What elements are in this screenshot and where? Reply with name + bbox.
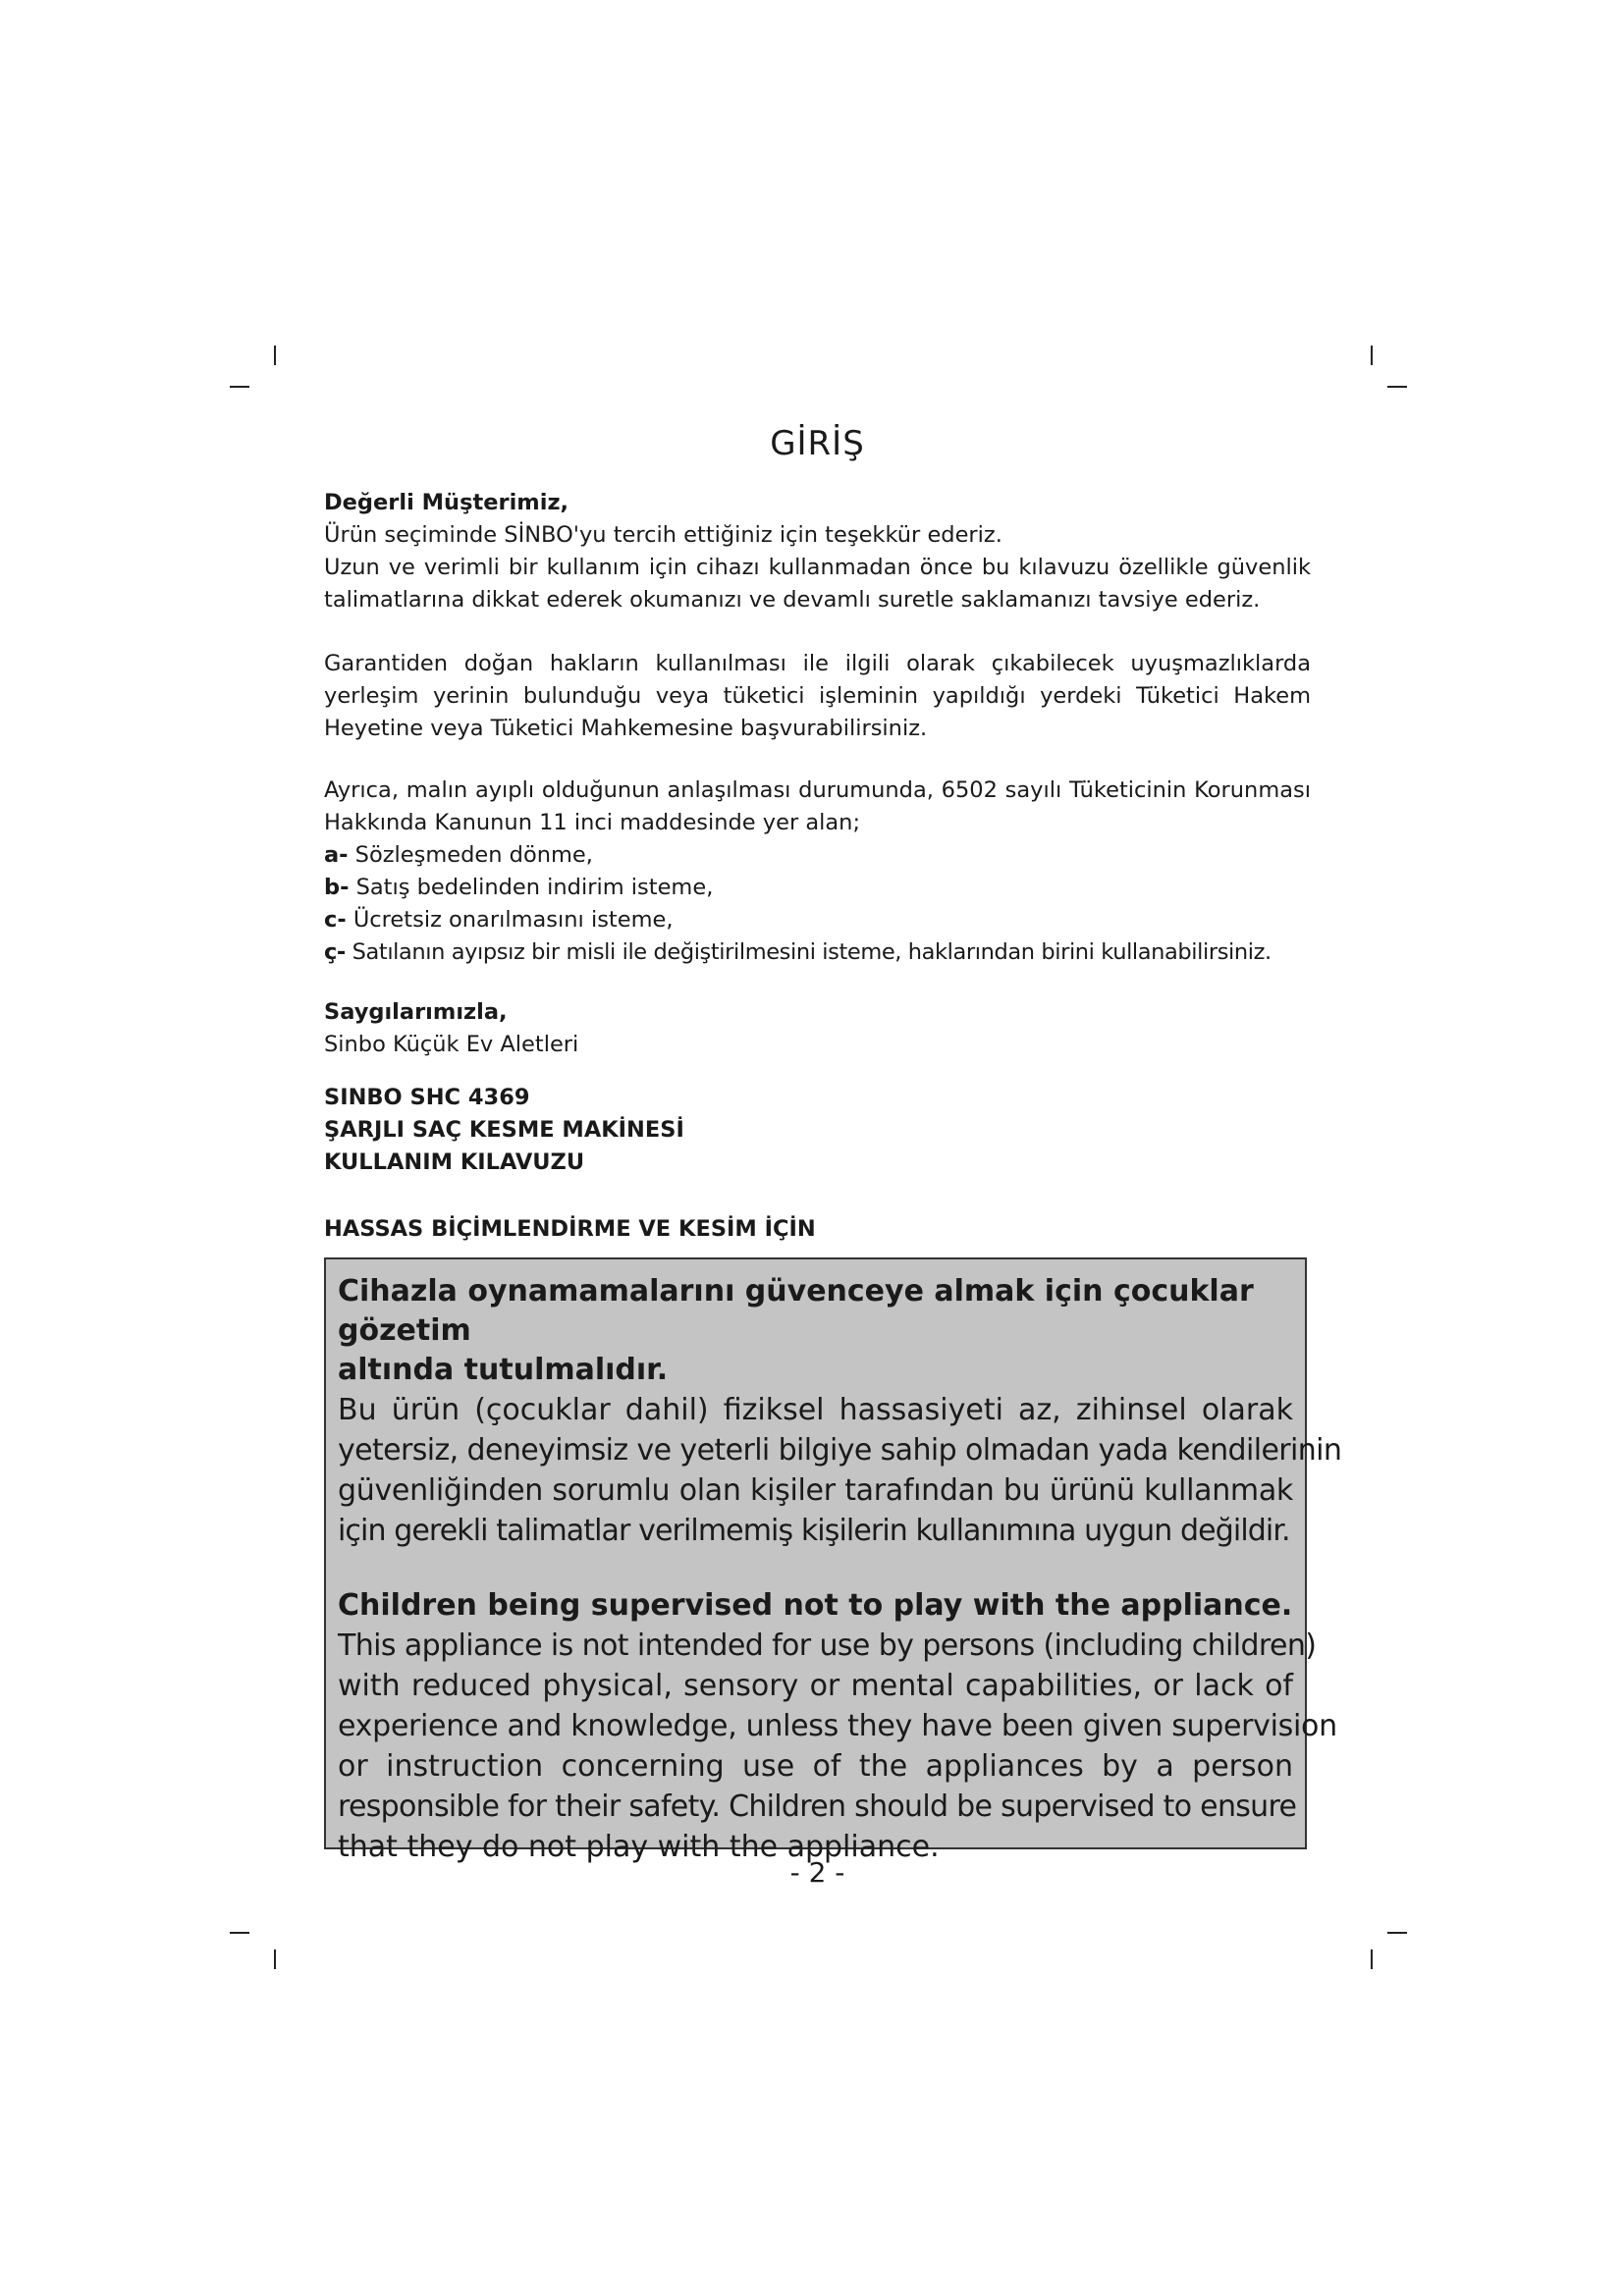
rights-item-text: Satılanın ayıpsız bir misli ile değiştirilmesini isteme, haklarından birini kullanabilirsiniz. [345,939,1272,965]
warranty-paragraph [324,648,1311,745]
warning-heading-tr: altında tutulmalıdır. [338,1353,669,1387]
rights-item [324,839,1311,872]
closing-block [324,996,1311,1061]
intro-paragraph [324,487,1311,616]
product-line: SINBO SHC 4369 [324,1085,530,1110]
section-heading: HASSAS BİÇİMLENDİRME VE KESİM İÇİN [324,1216,816,1242]
company-name: Sinbo Küçük Ev Aletleri [324,1032,579,1057]
product-line: KULLANIM KILAVUZU [324,1149,585,1175]
warranty-line: Garantiden doğan hakların kullanılması ile ilgili olarak çıkabilecek uyuşmazlıklarda [324,651,1311,676]
warranty-line: Heyetine veya Tüketici Mahkemesine başvurabilirsiniz. [324,716,928,741]
intro-line: Ürün seçiminde SİNBO'yu tercih ettiğiniz için teşekkür ederiz. [324,522,1002,548]
product-title-block [324,1082,1311,1179]
crop-mark-top-right-h [1387,386,1407,388]
rights-paragraph [324,774,1311,969]
closing: Saygılarımızla, [324,999,508,1025]
warning-body-tr: güvenliğinden sorumlu olan kişiler tarafından bu ürünü kullanmak [338,1473,1293,1508]
warning-body-en: experience and knowledge, unless they have been given supervision [338,1709,1337,1743]
crop-mark-bottom-left-v [274,1949,276,1969]
warning-body-en: with reduced physical, sensory or mental capabilities, or lack of [338,1669,1293,1703]
rights-item-marker: c- [324,907,347,933]
crop-mark-top-left-h [230,386,249,388]
crop-mark-top-right-v [1371,346,1373,365]
product-line: ŞARJLI SAÇ KESME MAKİNESİ [324,1117,684,1143]
crop-mark-bottom-left-h [230,1932,249,1934]
rights-item-text: Satış bedelinden indirim isteme, [349,875,714,900]
warning-box [324,1257,1342,1864]
rights-line: Hakkında Kanunun 11 inci maddesinde yer alan; [324,810,861,835]
greeting: Değerli Müşterimiz, [324,490,569,515]
warning-body-en: or instruction concerning use of the appliances by a person [338,1749,1293,1784]
page-number: - 2 - [789,1856,845,1889]
crop-mark-bottom-right-h [1387,1932,1407,1934]
warning-body-tr: Bu ürün (çocuklar dahil) fiziksel hassasiyeti az, zihinsel olarak [338,1393,1293,1427]
warning-body-tr: için gerekli talimatlar verilmemiş kişilerin kullanımına uygun değildir. [338,1514,1290,1548]
intro-line: Uzun ve verimli bir kullanım için cihazı kullanmadan önce bu kılavuzu özellikle güvenlik [324,555,1311,580]
warranty-line: yerleşim yerinin bulunduğu veya tüketici işleminin yapıldığı yerdeki Tüketici Hakem [324,683,1311,709]
rights-item-text: Ücretsiz onarılmasını isteme, [346,907,674,933]
warning-body-en: This appliance is not intended for use by persons (including children) [338,1629,1317,1663]
rights-item-marker: b- [324,875,350,900]
warning-body-en: responsible for their safety. Children should be supervised to ensure [338,1789,1297,1824]
warning-body-en: that they do not play with the appliance. [338,1830,940,1864]
warning-heading-tr: Cihazla oynamamalarını güvenceye almak için çocuklar gözetim [338,1274,1254,1348]
rights-item [324,872,1311,904]
crop-mark-top-left-v [274,346,276,365]
rights-item-marker: ç- [324,939,346,965]
rights-line: Ayrıca, malın ayıplı olduğunun anlaşılması durumunda, 6502 sayılı Tüketicinin Korunması [324,777,1311,803]
rights-item-text: Sözleşmeden dönme, [348,842,593,868]
intro-line: talimatlarına dikkat ederek okumanızı ve devamlı suretle saklamanızı tavsiye ederiz. [324,587,1261,613]
rights-item-marker: a- [324,842,349,868]
rights-item [324,904,1311,936]
crop-mark-bottom-right-v [1371,1949,1373,1969]
warning-body-tr: yetersiz, deneyimsiz ve yeterli bilgiye sahip olmadan yada kendilerinin [338,1433,1342,1468]
page-title: GİRİŞ [770,424,865,463]
warning-heading-en: Children being supervised not to play with the appliance. [338,1588,1293,1623]
rights-item [324,936,1311,969]
